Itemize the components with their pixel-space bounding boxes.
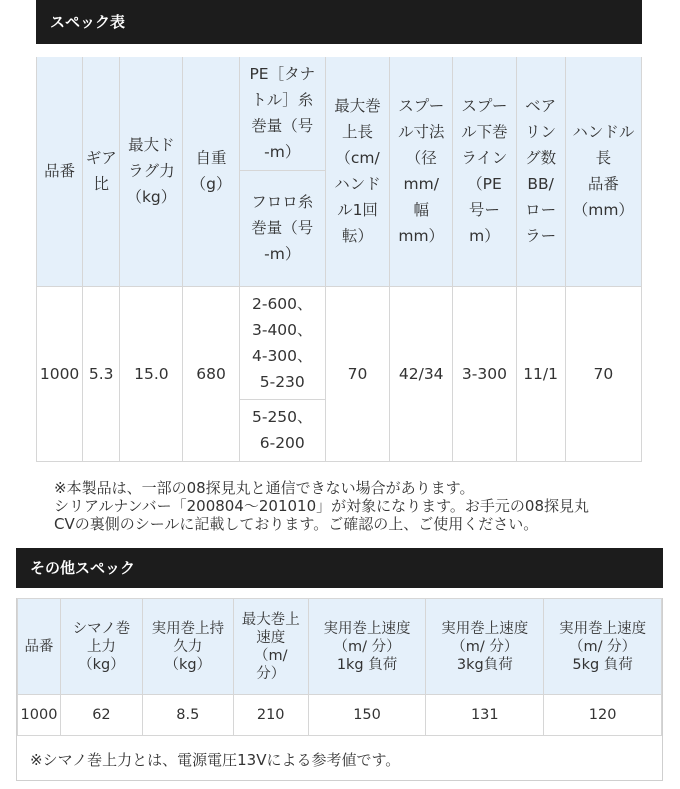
cell-pe-capacity: 2-600、 3-400、 4-300、 5-230 [239, 286, 325, 399]
header-handle-length: ハンドル 長 品番 （mm） [565, 57, 641, 286]
header-bearings: ベア リン グ数 BB/ ロー ラー [516, 57, 565, 286]
header-speed-1kg: 実用巻上速度 （m/ 分） 1kg 負荷 [308, 599, 426, 695]
cell-model: 1000 [37, 286, 83, 461]
cell-hoist-power: 62 [60, 695, 142, 736]
cell-handle-length: 70 [565, 286, 641, 461]
header-model: 品番 [18, 599, 61, 695]
note-line: ※本製品は、一部の08探見丸と通信できない場合があります。 [54, 479, 475, 497]
cell-speed-3kg: 131 [426, 695, 544, 736]
compatibility-note [54, 479, 644, 533]
note-line: シリアルナンバー「200804～201010」が対象になります。お手元の08探見丸 [54, 497, 590, 515]
spec-table-title: スペック表 [36, 0, 642, 44]
cell-practical-endurance: 8.5 [142, 695, 233, 736]
other-spec-table [17, 598, 662, 736]
table-row [37, 286, 642, 399]
cell-weight: 680 [183, 286, 239, 461]
header-max-retrieve: 最大巻 上長 （cm/ ハンド ル1回 転） [325, 57, 389, 286]
header-hoist-power: シマノ巻 上力 （kg） [60, 599, 142, 695]
cell-bearings: 11/1 [516, 286, 565, 461]
note-line: CVの裏側のシールに記載しております。ご確認の上、ご使用ください。 [54, 515, 539, 533]
header-speed-3kg: 実用巻上速度 （m/ 分） 3kg負荷 [426, 599, 544, 695]
header-spool-line: スプー ル下巻 ライン （PE 号ー m） [453, 57, 516, 286]
cell-gear-ratio: 5.3 [83, 286, 120, 461]
header-weight: 自重 （g） [183, 57, 239, 286]
other-spec-title: その他スペック [16, 548, 663, 588]
header-max-speed: 最大巻上 速度 （m/ 分） [233, 599, 308, 695]
cell-fluoro-capacity: 5-250、 6-200 [239, 399, 325, 461]
spec-table [36, 57, 642, 462]
cell-spool-size: 42/34 [390, 286, 453, 461]
header-max-drag: 最大ド ラグ力 （kg） [120, 57, 183, 286]
header-speed-5kg: 実用巻上速度 （m/ 分） 5kg 負荷 [544, 599, 662, 695]
header-practical-endurance: 実用巻上持 久力 （kg） [142, 599, 233, 695]
header-spool-size: スプー ル寸法 （径 mm/ 幅 mm） [390, 57, 453, 286]
header-pe-capacity: PE［タナ トル］糸 巻量（号 -m） [239, 57, 325, 170]
cell-spool-line: 3-300 [453, 286, 516, 461]
header-model: 品番 [37, 57, 83, 286]
header-gear-ratio: ギア 比 [83, 57, 120, 286]
cell-max-drag: 15.0 [120, 286, 183, 461]
table-row [18, 695, 662, 736]
cell-speed-5kg: 120 [544, 695, 662, 736]
header-fluoro-capacity: フロロ糸 巻量（号 -m） [239, 170, 325, 286]
cell-model: 1000 [18, 695, 61, 736]
cell-max-retrieve: 70 [325, 286, 389, 461]
hoist-power-footnote: ※シマノ巻上力とは、電源電圧13Vによる参考値です。 [30, 751, 401, 769]
cell-speed-1kg: 150 [308, 695, 426, 736]
cell-max-speed: 210 [233, 695, 308, 736]
